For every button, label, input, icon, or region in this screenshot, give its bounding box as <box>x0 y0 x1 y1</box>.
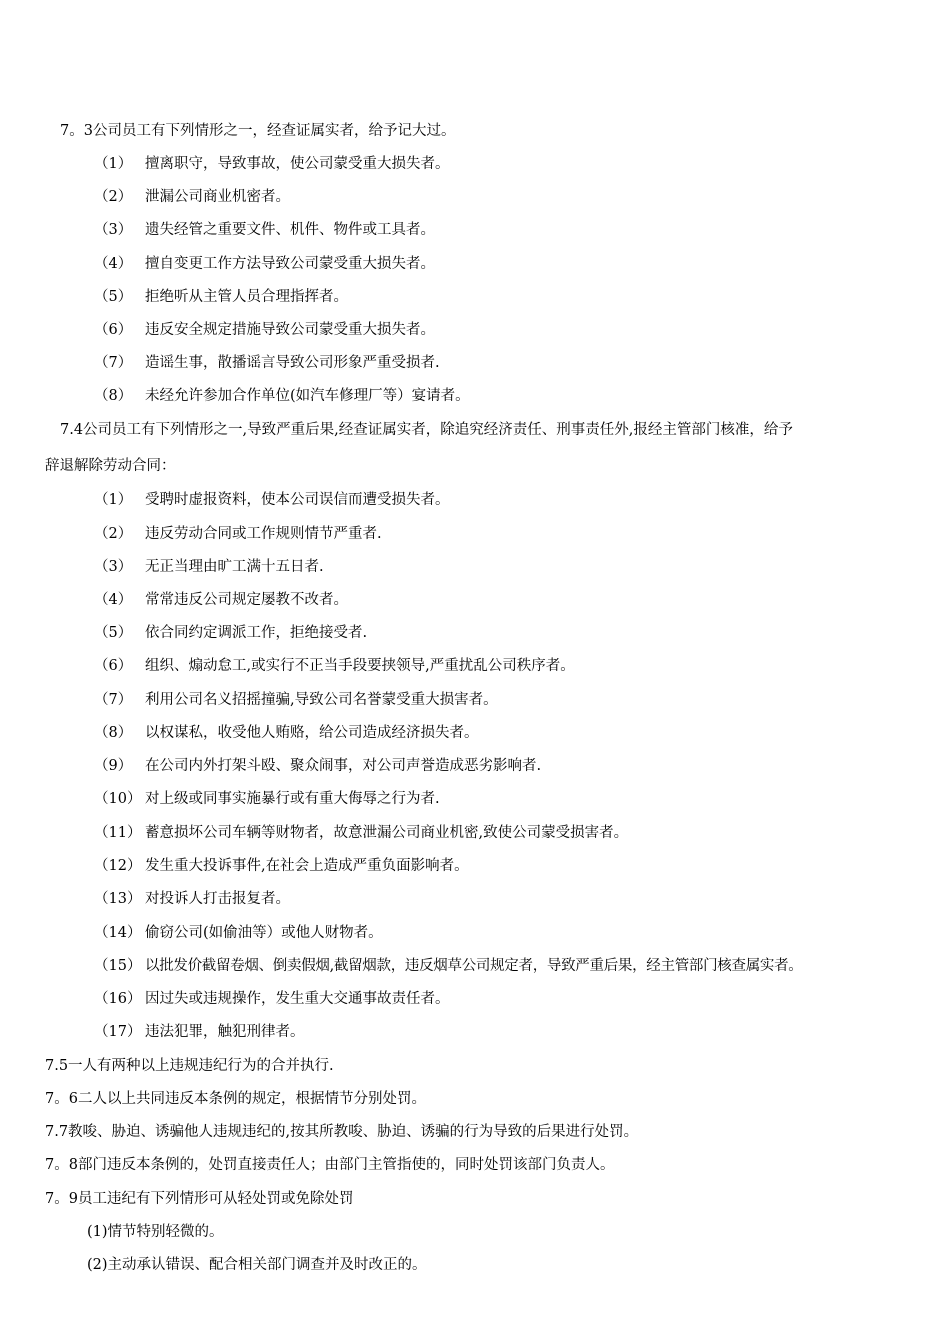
item-text: 违法犯罪，触犯刑律者。 <box>145 1024 305 1040</box>
section-7-8: 7。8部门违反本条例的，处罚直接责任人；由部门主管指使的，同时处罚该部门负责人。 <box>45 1157 615 1173</box>
item-text: 遗失经管之重要文件、机件、物件或工具者。 <box>145 222 435 238</box>
item-number: （10） <box>94 791 142 807</box>
section-7-5: 7.5一人有两种以上违规违纪行为的合并执行. <box>45 1058 334 1074</box>
item-text: 蓄意损坏公司车辆等财物者，故意泄漏公司商业机密,致使公司蒙受损害者。 <box>145 825 629 841</box>
item-number: （15） <box>94 958 142 974</box>
item-text: 造谣生事，散播谣言导致公司形象严重受损者. <box>145 355 440 371</box>
item-number: （1） <box>94 156 133 172</box>
item-text: 违反劳动合同或工作规则情节严重者. <box>145 526 382 542</box>
item-text: 偷窃公司(如偷油等）或他人财物者。 <box>145 925 383 941</box>
item-text: 因过失或违规操作，发生重大交通事故责任者。 <box>145 991 450 1007</box>
item-number: （9） <box>94 758 133 774</box>
item-number: （13） <box>94 891 142 907</box>
item-text: 违反安全规定措施导致公司蒙受重大损失者。 <box>145 322 435 338</box>
item-text: 依合同约定调派工作，拒绝接受者. <box>145 625 368 641</box>
item-number: （6） <box>94 322 133 338</box>
item-number: （3） <box>94 222 133 238</box>
item-text: 对投诉人打击报复者。 <box>145 891 290 907</box>
item-number: （3） <box>94 559 133 575</box>
item-text: 对上级或同事实施暴行或有重大侮辱之行为者. <box>145 791 440 807</box>
item-number: （2） <box>94 526 133 542</box>
item-number: （17） <box>94 1024 142 1040</box>
item-number: （5） <box>94 289 133 305</box>
section-7-3-heading: 7。3公司员工有下列情形之一，经查证属实者，给予记大过。 <box>60 123 456 139</box>
list-item: (1)情节特别轻微的。 <box>87 1224 224 1240</box>
item-text: 擅离职守，导致事故，使公司蒙受重大损失者。 <box>145 156 450 172</box>
item-number: （8） <box>94 725 133 741</box>
item-number: （11） <box>94 825 142 841</box>
item-number: （7） <box>94 355 133 371</box>
item-number: （8） <box>94 388 133 404</box>
section-7-6: 7。6二人以上共同违反本条例的规定，根据情节分别处罚。 <box>45 1091 426 1107</box>
item-text: 未经允许参加合作单位(如汽车修理厂等）宴请者。 <box>145 388 470 404</box>
item-number: （4） <box>94 592 133 608</box>
item-number: （7） <box>94 692 133 708</box>
item-text: 无正当理由旷工满十五日者. <box>145 559 324 575</box>
section-7-9-heading: 7。9员工违纪有下列情形可从轻处罚或免除处罚 <box>45 1191 354 1207</box>
item-number: （2） <box>94 189 133 205</box>
item-number: （12） <box>94 858 142 874</box>
item-number: （4） <box>94 256 133 272</box>
item-text: 以批发价截留卷烟、倒卖假烟,截留烟款，违反烟草公司规定者，导致严重后果，经主管部门核查属实者。 <box>145 958 803 974</box>
list-item: (2)主动承认错误、配合相关部门调查并及时改正的。 <box>87 1257 427 1273</box>
item-text: 泄漏公司商业机密者。 <box>145 189 290 205</box>
item-text: 发生重大投诉事件,在社会上造成严重负面影响者。 <box>145 858 469 874</box>
section-7-4-heading-continued: 辞退解除劳动合同： <box>45 458 176 474</box>
item-text: 在公司内外打架斗殴、聚众闹事，对公司声誉造成恶劣影响者. <box>145 758 542 774</box>
item-text: 常常违反公司规定屡教不改者。 <box>145 592 348 608</box>
item-number: （16） <box>94 991 142 1007</box>
item-text: 受聘时虚报资料，使本公司误信而遭受损失者。 <box>145 492 450 508</box>
item-text: 利用公司名义招摇撞骗,导致公司名誉蒙受重大损害者。 <box>145 692 498 708</box>
item-number: （1） <box>94 492 133 508</box>
item-text: 擅自变更工作方法导致公司蒙受重大损失者。 <box>145 256 435 272</box>
item-text: 拒绝听从主管人员合理指挥者。 <box>145 289 348 305</box>
item-number: （5） <box>94 625 133 641</box>
item-text: 以权谋私，收受他人贿赂，给公司造成经济损失者。 <box>145 725 479 741</box>
item-number: （14） <box>94 925 142 941</box>
item-number: （6） <box>94 658 133 674</box>
section-7-4-heading: 7.4公司员工有下列情形之一,导致严重后果,经查证属实者，除追究经济责任、刑事责任外,报经主管部门核准，给予 <box>60 422 793 438</box>
section-7-7: 7.7教唆、胁迫、诱骗他人违规违纪的,按其所教唆、胁迫、诱骗的行为导致的后果进行处罚。 <box>45 1124 639 1140</box>
item-text: 组织、煽动怠工,或实行不正当手段要挟领导,严重扰乱公司秩序者。 <box>145 658 575 674</box>
